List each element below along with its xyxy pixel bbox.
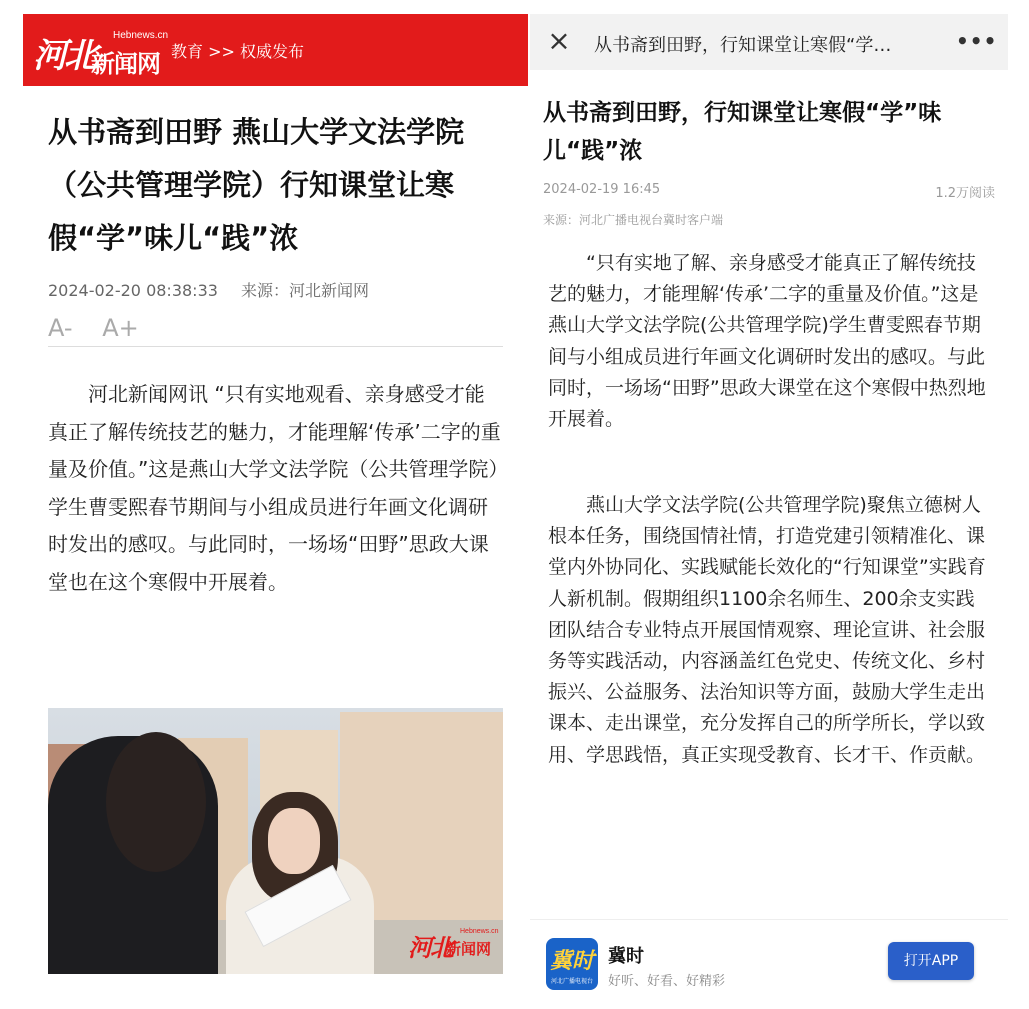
article-paragraph: “只有实地了解、亲身感受才能真正了解传统技艺的魅力，才能理解‘传承’二字的重量及价值。”这是燕山大学文法学院(公共管理学院)学生曹雯熙春节期间与小组成员进行年画文化调研时发出的感叹。与此同时，一场场“田野”思政大课堂在这个寒假中热烈地开展着。: [548, 252, 986, 431]
article-body: 河北新闻网讯 “只有实地观看、亲身感受才能真正了解传统技艺的魅力，才能理解‘传承’二字的重量及价值。”这是燕山大学文法学院（公共管理学院）学生曹雯熙春节期间与小组成员进行年画文化调研时发出的感叹。与此同时，一场场“田野”思政大课堂也在这个寒假中开展着。: [48, 382, 501, 594]
hebnews-logo[interactable]: [33, 26, 169, 78]
font-increase-button[interactable]: A+: [102, 314, 139, 342]
article-source: 来源：河北广播电视台冀时客户端: [543, 213, 724, 227]
breadcrumb[interactable]: 教育 >> 权威发布: [171, 42, 304, 61]
article-title: 从书斋到田野，行知课堂让寒假“学”味儿“践”浓: [543, 100, 942, 164]
photo-watermark: [408, 928, 500, 962]
site-header: [23, 14, 528, 86]
font-decrease-button[interactable]: A-: [48, 314, 73, 342]
watermark-domain: Hebnews.cn: [460, 928, 499, 935]
article-photo: [48, 708, 503, 974]
article-source: 来源：河北新闻网: [241, 281, 370, 300]
article-meta: [48, 278, 387, 301]
app-slogan: 好听、好看、好精彩: [608, 974, 726, 989]
student-hair: [106, 732, 206, 872]
logo-name: 新闻网: [91, 50, 160, 78]
app-logo-text: 冀时: [549, 949, 594, 974]
close-icon[interactable]: ×: [547, 24, 571, 57]
article-meta: [543, 182, 995, 201]
open-app-button[interactable]: 打开APP: [888, 942, 974, 980]
hebnews-article-panel: [23, 14, 528, 994]
publish-date: 2024-02-19 16:45: [543, 182, 661, 197]
font-size-controls: [48, 314, 161, 342]
watermark-mark: 河北: [408, 933, 452, 962]
app-logo-subtext: 河北广播电视台: [550, 978, 593, 985]
app-name: 冀时: [608, 946, 644, 967]
logo-mark: 河北: [33, 36, 95, 76]
more-icon[interactable]: •••: [956, 29, 998, 53]
publish-date: 2024-02-20 08:38:33: [48, 281, 218, 300]
app-logo-icon: [546, 938, 598, 990]
app-promo-footer: [530, 919, 1008, 994]
logo-domain: Hebnews.cn: [113, 30, 169, 41]
view-count: 1.2万阅读: [935, 186, 995, 201]
top-bar: [530, 14, 1008, 70]
article-title: 从书斋到田野 燕山大学文法学院（公共管理学院）行知课堂让寒假“学”味儿“践”浓: [48, 115, 465, 255]
top-bar-title: 从书斋到田野，行知课堂让寒假“学…: [594, 35, 892, 56]
article-paragraph: 燕山大学文法学院(公共管理学院)聚焦立德树人根本任务，围绕国情社情，打造党建引领精准化、课堂内外协同化、实践赋能长效化的“行知课堂”实践育人新机制。假期组织1100余名师生、200余支实践团队结合专业特点开展国情观察、理论宣讲、社会服务等实践活动，内容涵盖红色党史、传统文化、乡村振兴、公益服务、法治知识等方面，鼓励大学生走出课本、走出课堂，充分发挥自己的所学所长，学以致用、学思践悟，真正实现受教育、长才干、作贡献。: [548, 494, 986, 766]
jishi-article-panel: [530, 14, 1008, 994]
student-face: [268, 808, 320, 874]
divider: [48, 346, 503, 347]
watermark-name: 新闻网: [446, 940, 492, 958]
